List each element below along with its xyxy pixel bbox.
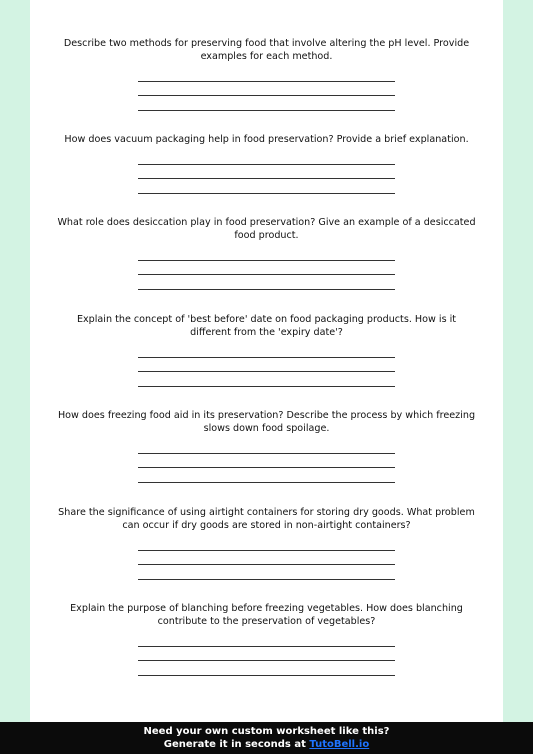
- answer-line[interactable]: [138, 246, 395, 261]
- question-text: Explain the concept of 'best before' date on food packaging products. How is it different from the 'expiry date'?: [76, 314, 457, 338]
- footer-subline-text: Generate it in seconds at: [163, 739, 310, 750]
- question-2: [30, 133, 503, 194]
- question-7: [30, 602, 503, 676]
- question-text: How does vacuum packaging help in food preservation? Provide a brief explanation.: [64, 134, 469, 145]
- footer-link[interactable]: TutoBell.io: [309, 739, 370, 750]
- answer-lines: [30, 439, 503, 483]
- answer-lines: [30, 536, 503, 580]
- answer-line[interactable]: [138, 536, 395, 551]
- footer-subline: [0, 738, 533, 751]
- question-3: [30, 216, 503, 290]
- question-4: [30, 313, 503, 387]
- answer-line[interactable]: [138, 261, 395, 276]
- answer-lines: [30, 246, 503, 290]
- worksheet-page: [30, 0, 503, 722]
- answer-line[interactable]: [138, 275, 395, 290]
- answer-lines: [30, 632, 503, 676]
- question-text: How does freezing food aid in its preservation? Describe the process by which freezing slows down food spoilage.: [57, 410, 476, 434]
- question-text: Share the significance of using airtight containers for storing dry goods. What problem can occur if dry goods are stored in non-airtight containers?: [58, 507, 475, 531]
- answer-lines: [30, 67, 503, 111]
- question-text: What role does desiccation play in food preservation? Give an example of a desiccated food product.: [57, 217, 476, 241]
- answer-line[interactable]: [138, 661, 395, 676]
- answer-line[interactable]: [138, 150, 395, 165]
- answer-line[interactable]: [138, 179, 395, 194]
- answer-line[interactable]: [138, 67, 395, 82]
- answer-line[interactable]: [138, 468, 395, 483]
- footer-headline: Need your own custom worksheet like this?: [143, 726, 390, 737]
- answer-line[interactable]: [138, 96, 395, 111]
- answer-line[interactable]: [138, 454, 395, 469]
- question-1: [30, 37, 503, 111]
- answer-lines: [30, 150, 503, 194]
- question-5: [30, 409, 503, 483]
- answer-line[interactable]: [138, 551, 395, 566]
- answer-lines: [30, 343, 503, 387]
- question-6: [30, 506, 503, 580]
- answer-line[interactable]: [138, 82, 395, 97]
- answer-line[interactable]: [138, 565, 395, 580]
- answer-line[interactable]: [138, 372, 395, 387]
- answer-line[interactable]: [138, 632, 395, 647]
- question-text: Explain the purpose of blanching before freezing vegetables. How does blanching contribute to the preservation of vegetables?: [70, 603, 463, 627]
- promo-footer: [0, 722, 533, 754]
- question-text: Describe two methods for preserving food that involve altering the pH level. Provide examples for each method.: [63, 38, 470, 62]
- answer-line[interactable]: [138, 165, 395, 180]
- answer-line[interactable]: [138, 647, 395, 662]
- answer-line[interactable]: [138, 343, 395, 358]
- answer-line[interactable]: [138, 358, 395, 373]
- answer-line[interactable]: [138, 439, 395, 454]
